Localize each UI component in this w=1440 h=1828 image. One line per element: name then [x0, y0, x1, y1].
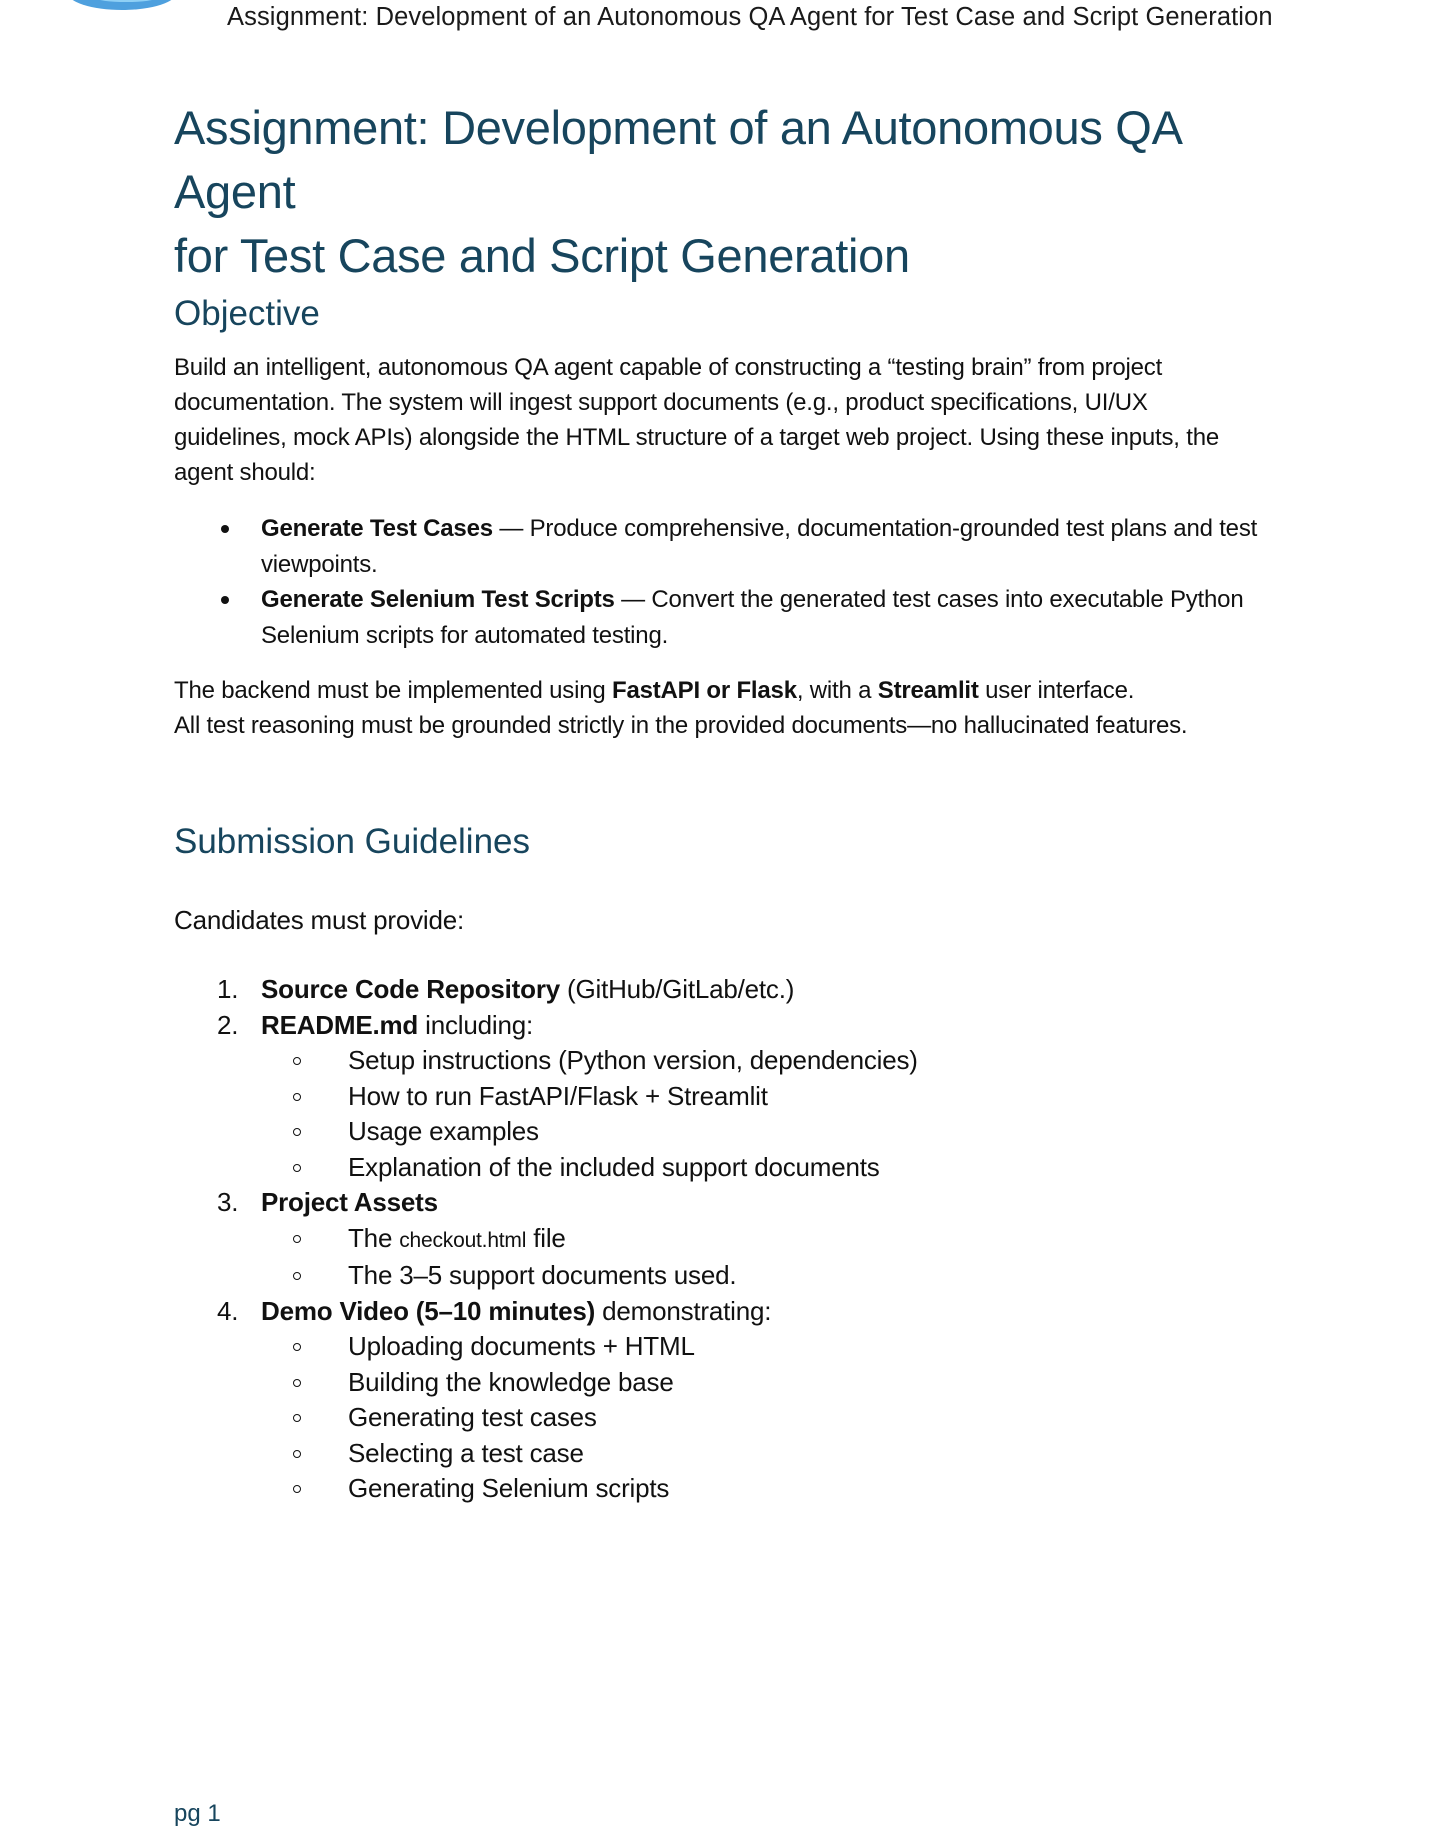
sub-item-text: Uploading documents + HTML — [348, 1331, 695, 1361]
bullet-text: — Convert the generated test cases into executable Python Selenium scripts for automated testing. — [261, 586, 1244, 649]
sub-list — [261, 1329, 918, 1507]
sub-item — [261, 1365, 918, 1401]
list-item — [174, 511, 1266, 582]
submission-intro: Candidates must provide: — [174, 905, 465, 935]
item-number: 3. — [217, 1187, 239, 1217]
item-bold: Source Code Repository — [261, 974, 560, 1004]
circle-bullet-icon — [293, 1164, 301, 1172]
item-text: (GitHub/GitLab/etc.) — [560, 974, 795, 1004]
backend-post: user interface. — [978, 677, 1135, 704]
sub-item-text: Explanation of the included support documents — [348, 1151, 880, 1182]
circle-bullet-icon — [293, 1128, 301, 1136]
sub-list — [261, 1043, 918, 1185]
circle-bullet-icon — [293, 1450, 301, 1458]
item-number: 2. — [217, 1009, 239, 1040]
sub-item-pre: The — [348, 1222, 400, 1253]
list-item — [174, 582, 1266, 653]
item-text: including: — [418, 1009, 533, 1040]
sub-item-text: Building the knowledge base — [348, 1366, 674, 1397]
sub-item-text: Usage examples — [348, 1116, 539, 1146]
circle-bullet-icon — [293, 1272, 301, 1280]
item-number: 4. — [217, 1295, 239, 1326]
objective-intro: Build an intelligent, autonomous QA agent capable of constructing a “testing brain” from project documentation. The system will ingest support documents (e.g., product specifications, UI/UX guidelines, mock APIs) alongside the HTML structure of a target web project. Using these inputs, the agent should: — [174, 354, 1219, 486]
backend-paragraph — [174, 673, 1264, 743]
sub-item — [261, 1471, 918, 1507]
sub-item-text: Generating test cases — [348, 1402, 597, 1432]
backend-mid: , with a — [796, 677, 878, 704]
backend-ui: Streamlit — [877, 677, 979, 704]
sub-item-text: Selecting a test case — [348, 1437, 584, 1468]
objective-bullets — [174, 511, 1266, 653]
list-item — [174, 1008, 918, 1186]
bullet-bold: Generate Test Cases — [261, 515, 493, 542]
circle-bullet-icon — [293, 1485, 301, 1493]
file-name: checkout.html — [399, 1228, 527, 1252]
circle-bullet-icon — [293, 1057, 301, 1065]
circle-bullet-icon — [293, 1379, 301, 1387]
sub-item-text: Setup instructions (Python version, dependencies) — [348, 1045, 918, 1075]
title-line-2: for Test Case and Script Generation — [174, 229, 910, 282]
sub-item — [261, 1400, 918, 1436]
sub-item-text: Generating Selenium scripts — [348, 1473, 670, 1503]
backend-pre: The backend must be implemented using — [174, 677, 612, 704]
sub-item — [261, 1329, 918, 1365]
running-header: Assignment: Development of an Autonomous QA Agent for Test Case and Script Generation — [227, 3, 1273, 31]
circle-bullet-icon — [293, 1414, 301, 1422]
title-line-1: Assignment: Development of an Autonomous QA Agent — [174, 101, 1181, 218]
sub-item — [261, 1043, 918, 1079]
list-item — [174, 1185, 918, 1294]
circle-bullet-icon — [293, 1235, 301, 1243]
item-bold: README.md — [261, 1009, 419, 1040]
objective-heading: Objective — [174, 294, 320, 333]
sub-item — [261, 1114, 918, 1150]
item-bold: Project Assets — [261, 1187, 438, 1217]
item-text: demonstrating: — [595, 1295, 772, 1326]
list-item — [174, 972, 918, 1008]
circle-bullet-icon — [293, 1093, 301, 1101]
page-title — [174, 96, 1266, 288]
sub-item — [261, 1436, 918, 1472]
submission-list — [174, 972, 918, 1507]
company-logo-icon — [62, 0, 182, 32]
submission-heading: Submission Guidelines — [174, 822, 531, 861]
sub-item-post: file — [526, 1222, 566, 1253]
sub-item-text: The 3–5 support documents used. — [348, 1260, 737, 1290]
circle-bullet-icon — [293, 1343, 301, 1351]
bullet-icon — [221, 525, 229, 533]
item-number: 1. — [217, 974, 239, 1004]
grounding-text: All test reasoning must be grounded strictly in the provided documents—no hallucinated features. — [174, 712, 1188, 739]
sub-item — [261, 1258, 918, 1294]
bullet-icon — [221, 596, 229, 604]
item-bold: Demo Video (5–10 minutes) — [261, 1295, 596, 1326]
bullet-text: — Produce comprehensive, documentation-grounded test plans and test viewpoints. — [261, 515, 1258, 578]
backend-framework: FastAPI or Flask — [611, 677, 797, 704]
bullet-bold: Generate Selenium Test Scripts — [261, 586, 615, 613]
page-number: pg 1 — [174, 1800, 221, 1827]
sub-list — [261, 1221, 918, 1294]
sub-item — [261, 1079, 918, 1115]
sub-item-text: How to run FastAPI/Flask + Streamlit — [348, 1080, 768, 1111]
sub-item — [261, 1221, 918, 1259]
sub-item — [261, 1150, 918, 1186]
list-item — [174, 1294, 918, 1507]
